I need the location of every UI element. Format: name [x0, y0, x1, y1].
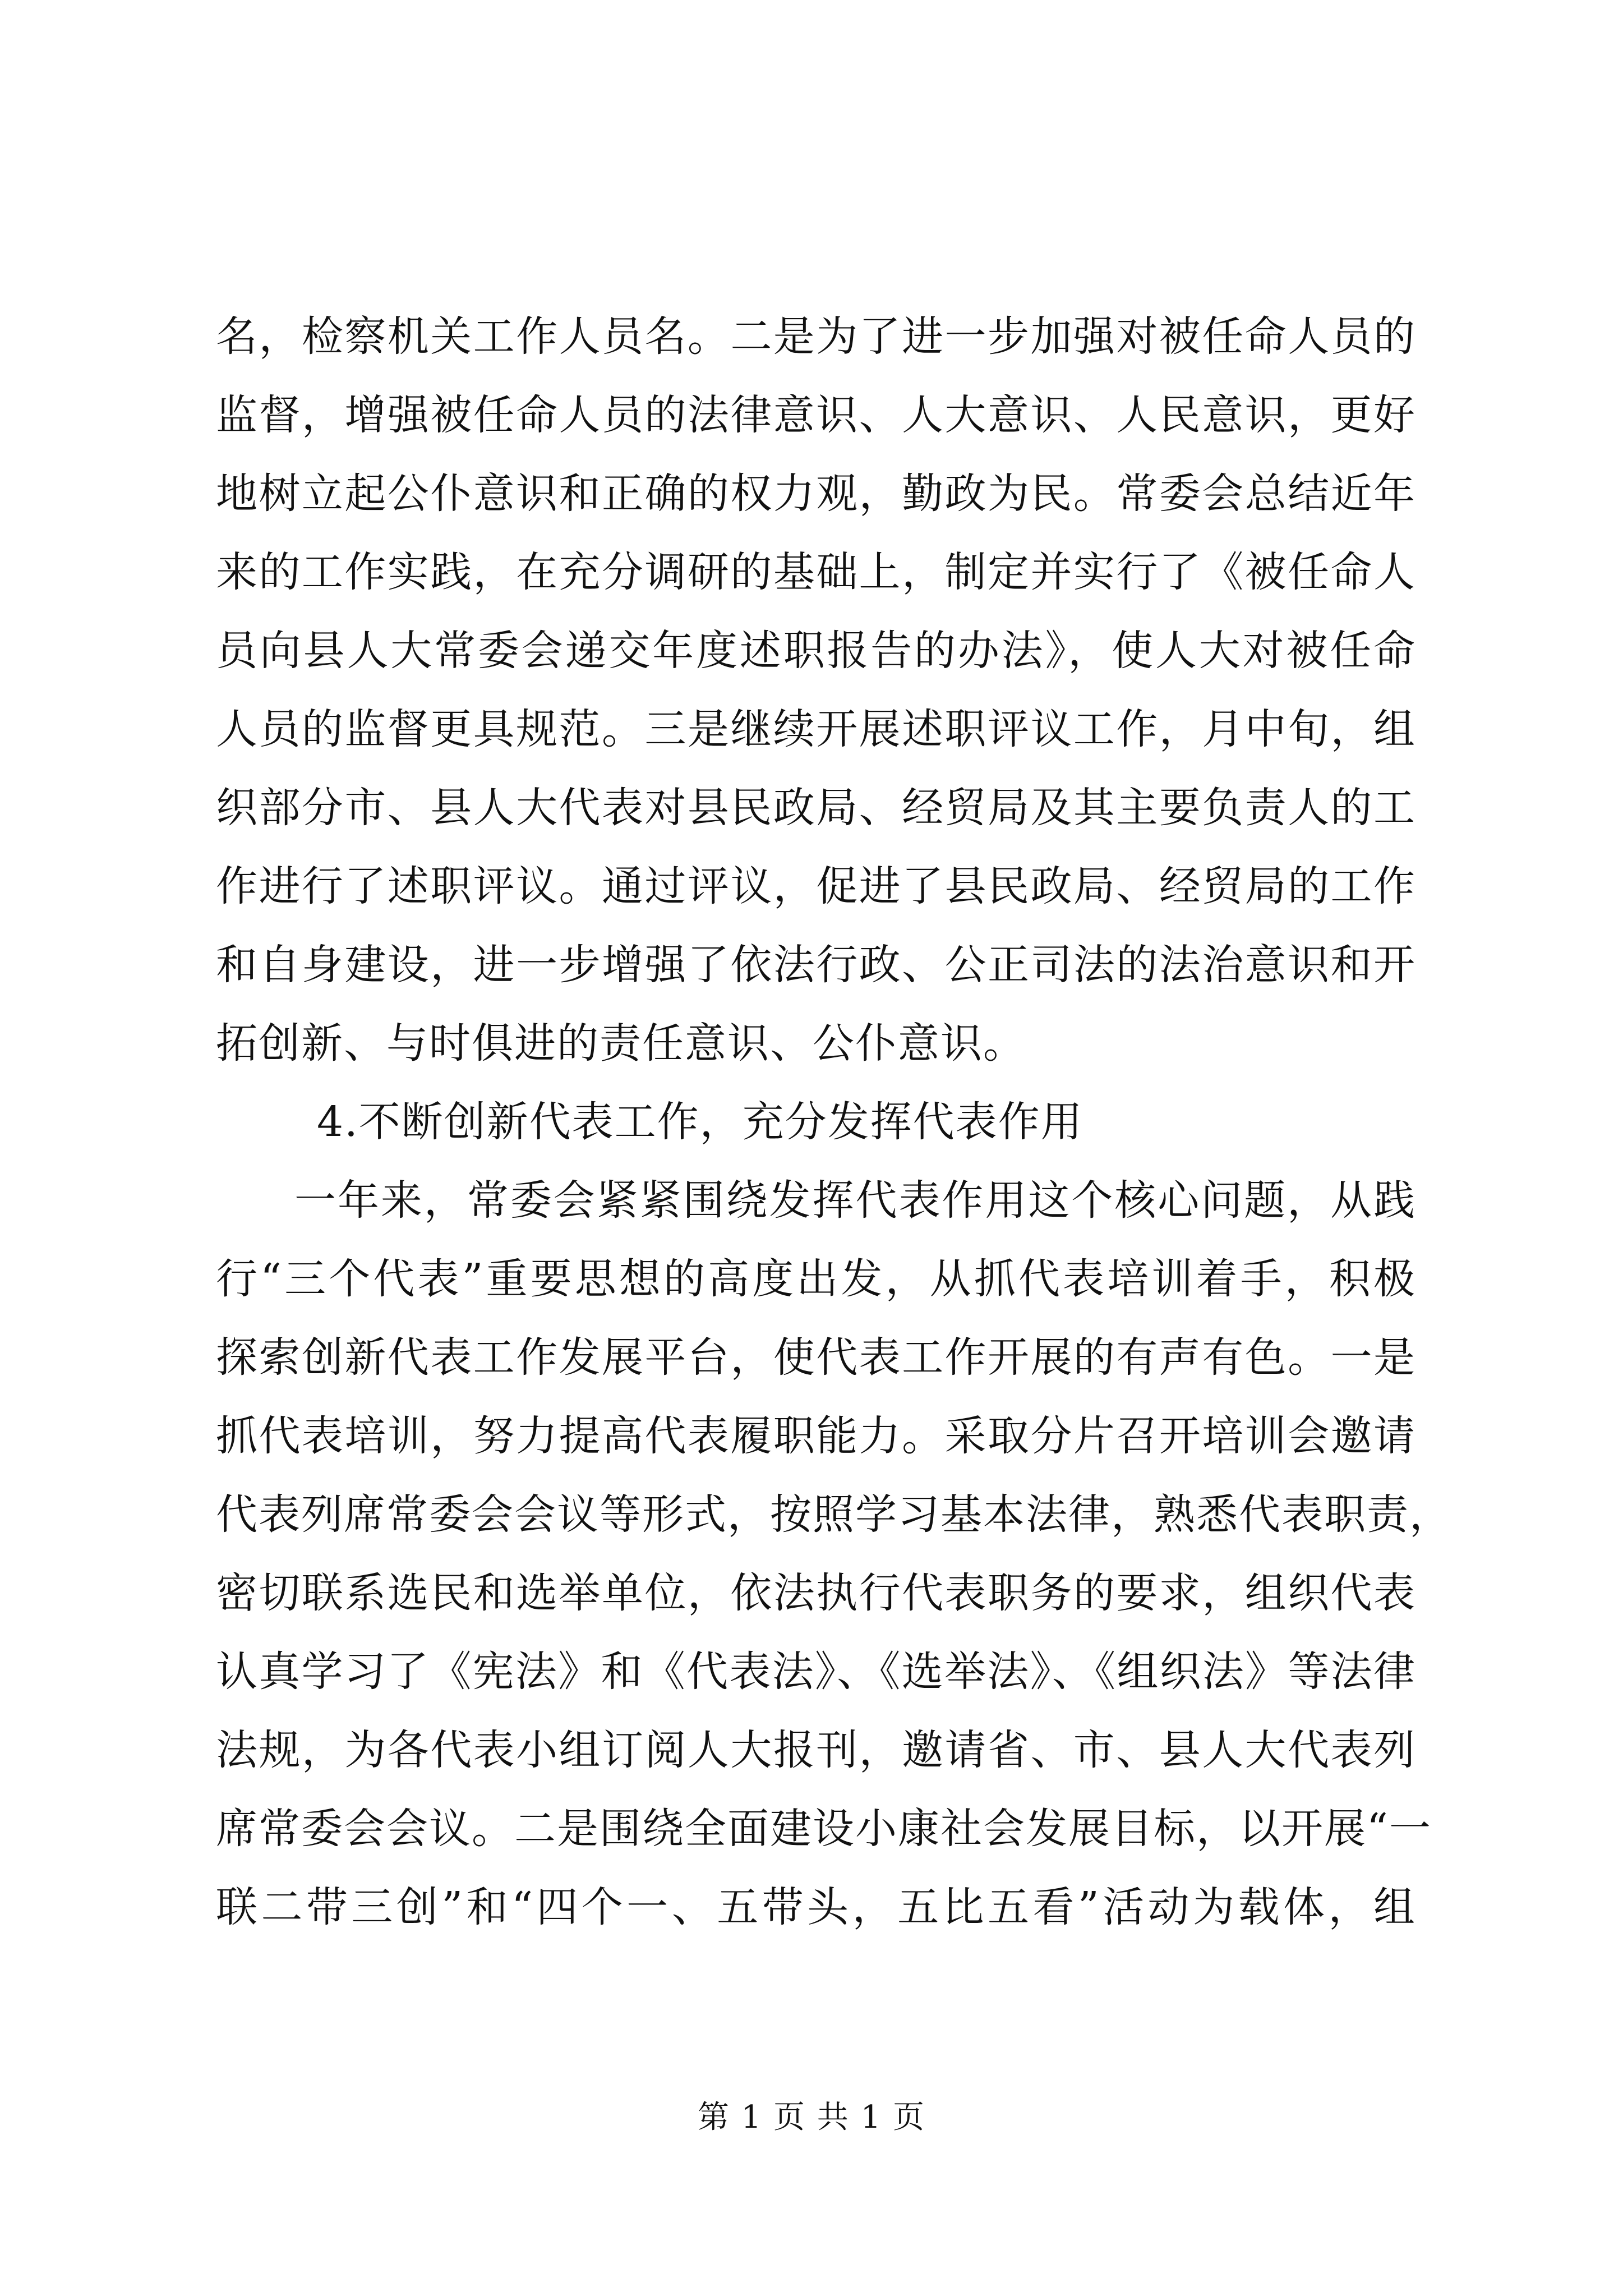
text-line: 代表列席常委会会议等形式，按照学习基本法律，熟悉代表职责，	[216, 1490, 1452, 1539]
text-line: 探索创新代表工作发展平台，使代表工作开展的有声有色。一是	[216, 1333, 1416, 1382]
text-line: 人员的监督更具规范。三是继续开展述职评议工作，月中旬，组	[216, 705, 1416, 753]
text-line: 认真学习了《宪法》和《代表法》、《选举法》、《组织法》等法律	[216, 1648, 1416, 1696]
text-line: 地树立起公仆意识和正确的权力观，勤政为民。常委会总结近年	[216, 470, 1416, 518]
text-line: 监督，增强被任命人员的法律意识、人大意识、人民意识，更好	[216, 391, 1416, 439]
text-line: 密切联系选民和选举单位，依法执行代表职务的要求，组织代表	[216, 1569, 1416, 1617]
text-line: 席常委会会议。二是围绕全面建设小康社会发展目标，以开展“一	[216, 1805, 1432, 1853]
text-line: 和自身建设，进一步增强了依法行政、公正司法的法治意识和开	[216, 941, 1416, 989]
page-number-footer: 第 1 页 共 1 页	[697, 2099, 926, 2136]
section-heading: 4.不断创新代表工作，充分发挥代表作用	[317, 1098, 1083, 1146]
text-line: 行“三个代表”重要思想的高度出发，从抓代表培训着手，积极	[216, 1255, 1416, 1303]
text-line: 拓创新、与时俱进的责任意识、公仆意识。	[216, 1019, 1026, 1068]
text-line: 联二带三创”和“四个一、五带头，五比五看”活动为载体，组	[216, 1883, 1416, 1931]
text-line: 法规，为各代表小组订阅人大报刊，邀请省、市、县人大代表列	[216, 1726, 1416, 1774]
text-line: 作进行了述职评议。通过评议，促进了县民政局、经贸局的工作	[216, 862, 1416, 910]
text-line: 织部分市、县人大代表对县民政局、经贸局及其主要负责人的工	[216, 784, 1416, 832]
text-line: 员向县人大常委会递交年度述职报告的办法》，使人大对被任命	[216, 627, 1416, 675]
text-line: 抓代表培训，努力提高代表履职能力。采取分片召开培训会邀请	[216, 1412, 1416, 1460]
text-line: 来的工作实践，在充分调研的基础上，制定并实行了《被任命人	[216, 548, 1416, 596]
text-line: 一年来，常委会紧紧围绕发挥代表作用这个核心问题，从践	[294, 1176, 1416, 1225]
text-line: 名，检察机关工作人员名。二是为了进一步加强对被任命人员的	[216, 312, 1416, 361]
